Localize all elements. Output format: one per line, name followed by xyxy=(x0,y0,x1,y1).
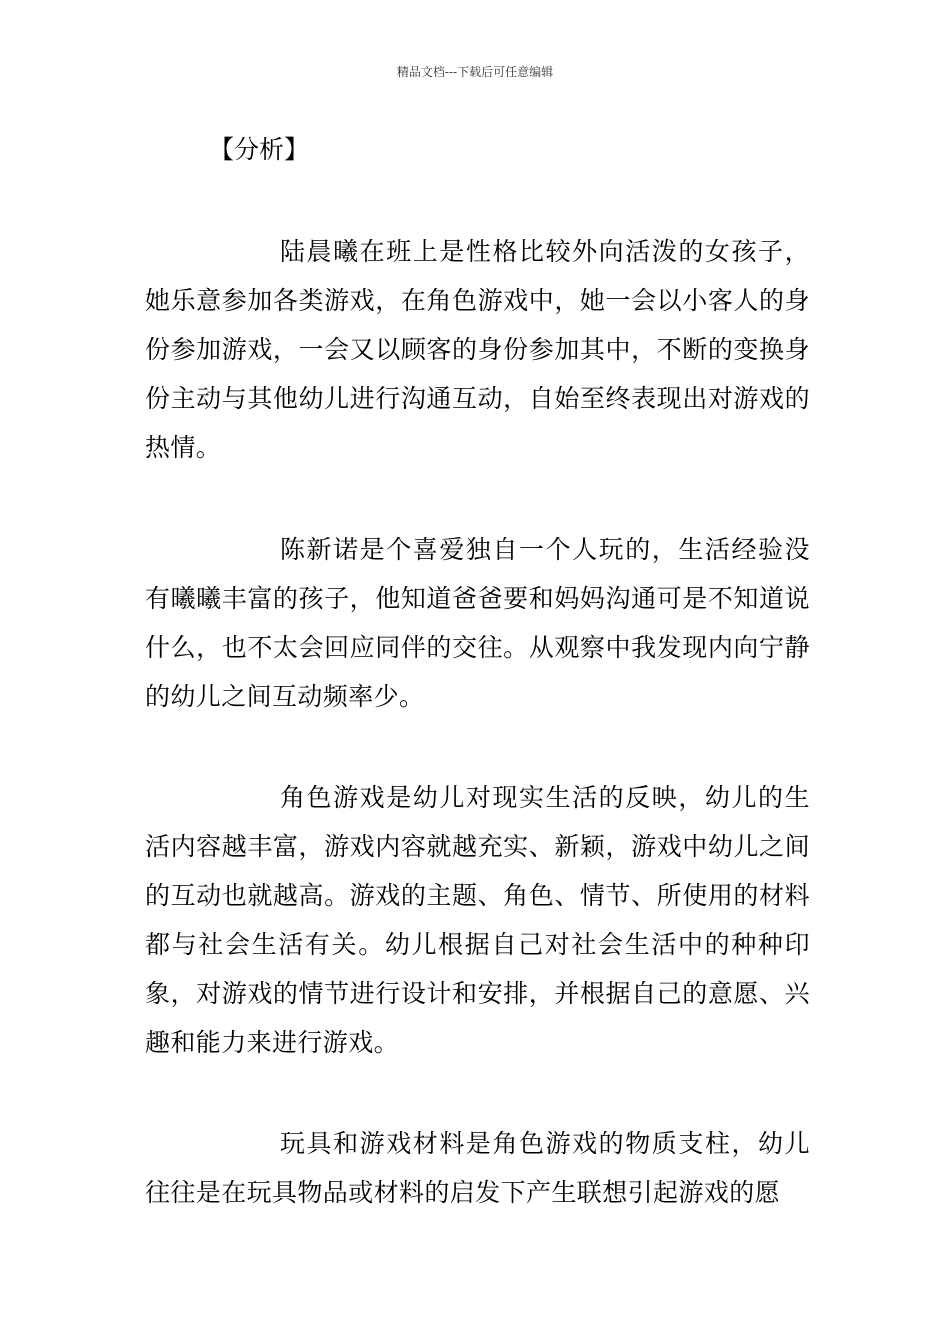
running-header: 精品文档---下载后可任意编辑 xyxy=(396,65,554,79)
section-heading: 【分析】 xyxy=(209,135,310,164)
paragraph-toys-materials: 玩具和游戏材料是角色游戏的物质支柱，幼儿往往是在玩具物品或材料的启发下产生联想引起游戏的愿 xyxy=(145,1129,810,1207)
paragraph-role-play-reflection: 角色游戏是幼儿对现实生活的反映，幼儿的生活内容越丰富，游戏内容就越充实、新颖，游戏中幼儿之间的互动也就越高。游戏的主题、角色、情节、所使用的材料都与社会生活有关。幼儿根据自己对社会生活中的种种印象，对游戏的情节进行设计和安排，并根据自己的意愿、兴趣和能力来进行游戏。 xyxy=(145,783,810,1057)
paragraph-chen-xinnuo: 陈新诺是个喜爱独自一个人玩的，生活经验没有曦曦丰富的孩子，他知道爸爸要和妈妈沟通可是不知道说什么，也不太会回应同伴的交往。从观察中我发现内向宁静的幼儿之间互动频率少。 xyxy=(145,535,810,711)
paragraph-lu-chenxi: 陆晨曦在班上是性格比较外向活泼的女孩子，她乐意参加各类游戏，在角色游戏中，她一会以小客人的身份参加游戏，一会又以顾客的身份参加其中，不断的变换身份主动与其他幼儿进行沟通互动，自始至终表现出对游戏的热情。 xyxy=(145,237,810,462)
document-body xyxy=(145,128,810,1217)
